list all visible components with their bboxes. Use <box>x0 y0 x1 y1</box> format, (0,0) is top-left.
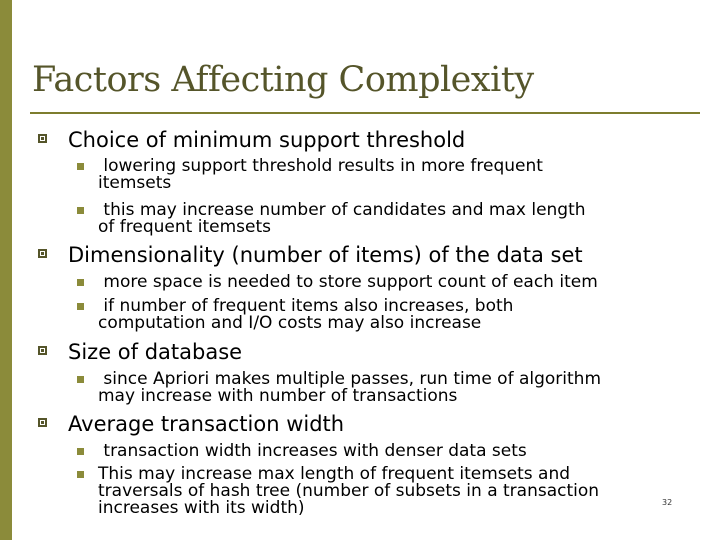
page-number: 32 <box>662 498 673 507</box>
square-bullet-icon <box>38 346 47 355</box>
sub-bullet-text: if number of frequent items also increases, both computation and I/O costs may also increase <box>98 296 514 333</box>
small-square-bullet-icon <box>77 279 84 286</box>
sub-bullet-text: lowering support threshold results in more frequent itemsets <box>98 156 543 193</box>
bullet-text: Average transaction width <box>68 412 345 436</box>
small-square-bullet-icon <box>77 448 84 455</box>
square-bullet-icon <box>38 249 47 258</box>
bullet-text: Dimensionality (number of items) of the data set <box>68 243 583 267</box>
sub-bullet-text: this may increase number of candidates and max length of frequent itemsets <box>98 200 586 237</box>
side-accent-bar <box>0 0 12 540</box>
bullet-text: Choice of minimum support threshold <box>68 128 466 152</box>
title-underline <box>30 112 700 114</box>
sub-bullet-text: This may increase max length of frequent itemsets and traversals of hash tree (number of subsets in a transaction increases with its width) <box>98 464 600 518</box>
small-square-bullet-icon <box>77 376 84 383</box>
sub-bullet-text: since Apriori makes multiple passes, run time of algorithm may increase with number of transactions <box>98 369 602 406</box>
square-bullet-icon <box>38 134 47 143</box>
sub-bullet-text: transaction width increases with denser data sets <box>98 441 527 461</box>
small-square-bullet-icon <box>77 303 84 310</box>
sub-bullet-text: more space is needed to store support count of each item <box>98 272 598 292</box>
small-square-bullet-icon <box>77 207 84 214</box>
small-square-bullet-icon <box>77 163 84 170</box>
small-square-bullet-icon <box>77 471 84 478</box>
bullet-text: Size of database <box>68 340 243 364</box>
slide-title: Factors Affecting Complexity <box>32 60 534 100</box>
square-bullet-icon <box>38 418 47 427</box>
